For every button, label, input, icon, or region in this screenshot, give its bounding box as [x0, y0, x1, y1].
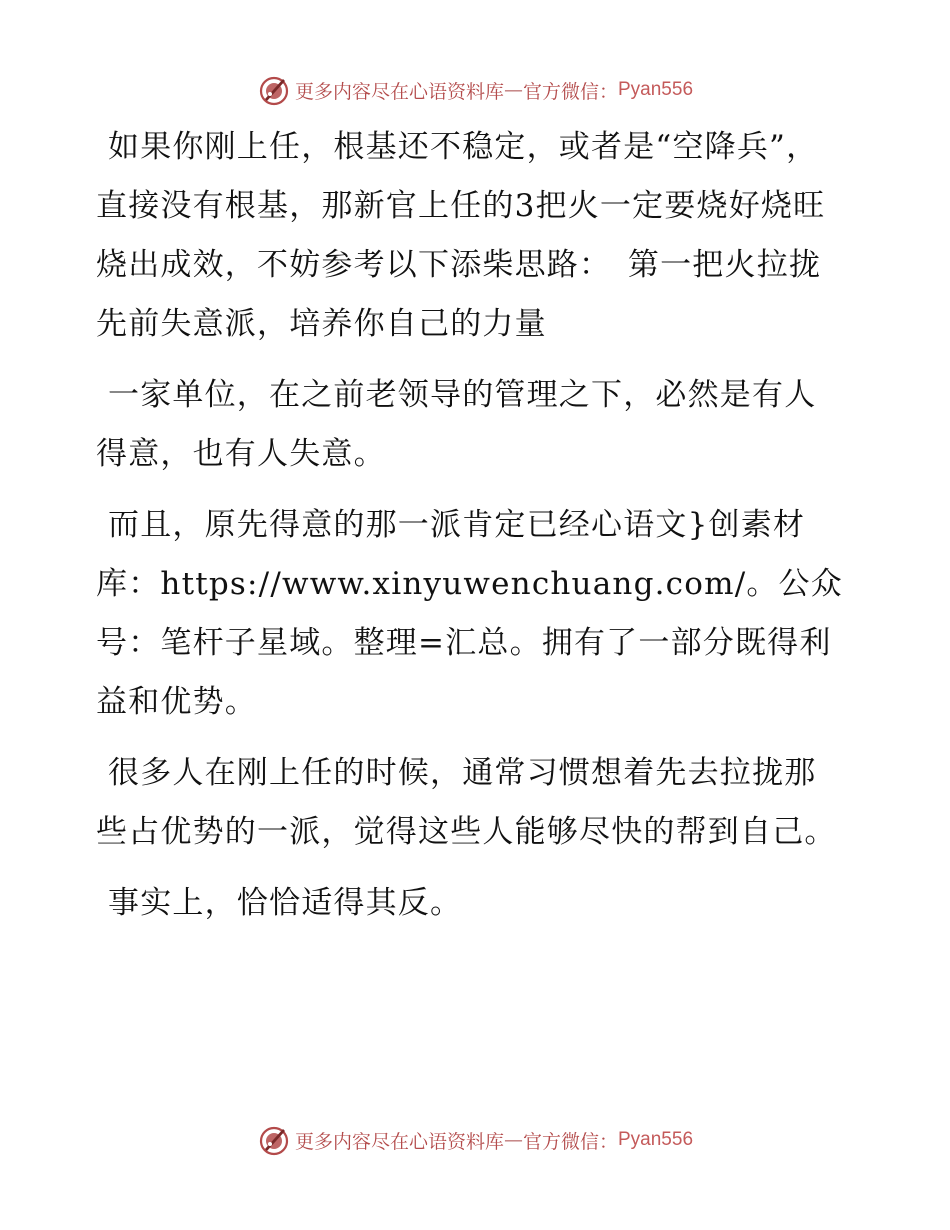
- footer-wechat-id: Pyan556: [618, 1129, 694, 1150]
- header-wechat-label: 官方微信：: [522, 80, 618, 103]
- paragraph-2: 一家单位，在之前老领导的管理之下，必然是有人得意，也有人失意。: [96, 377, 817, 472]
- quill-seal-icon: [257, 1123, 291, 1157]
- paragraph-4: 很多人在刚上任的时候，通常习惯想着先去拉拢那些占优势的一派，觉得这些人能够尽快的帮到自己。: [96, 755, 837, 850]
- paragraph-3: 而且，原先得意的那一派肯定已经心语文}创素材库：https://www.xinyuwenchuang.com/。公众号：笔杆子星域。整理=汇总。拥有了一部分既得利益和优势。: [96, 507, 843, 720]
- document-body: [96, 118, 848, 945]
- header-brand-text: 更多内容尽在心语资料库: [294, 80, 504, 103]
- footer-brand-text: 更多内容尽在心语资料库: [294, 1130, 504, 1153]
- header-separator: —: [503, 79, 523, 101]
- header-banner: [0, 70, 950, 110]
- footer-wechat-label: 官方微信：: [522, 1130, 618, 1153]
- footer-banner: [0, 1120, 950, 1160]
- quill-seal-icon: [257, 73, 291, 107]
- paragraph-5: 事实上，恰恰适得其反。: [108, 885, 463, 921]
- paragraph-1: 如果你刚上任，根基还不稳定，或者是“空降兵”，直接没有根基，那新官上任的3把火一定要烧好烧旺烧出成效，不妨参考以下添柴思路： 第一把火拉拢先前失意派，培养你自己的力量: [96, 129, 826, 342]
- header-wechat-id: Pyan556: [618, 79, 694, 100]
- footer-separator: —: [503, 1129, 523, 1151]
